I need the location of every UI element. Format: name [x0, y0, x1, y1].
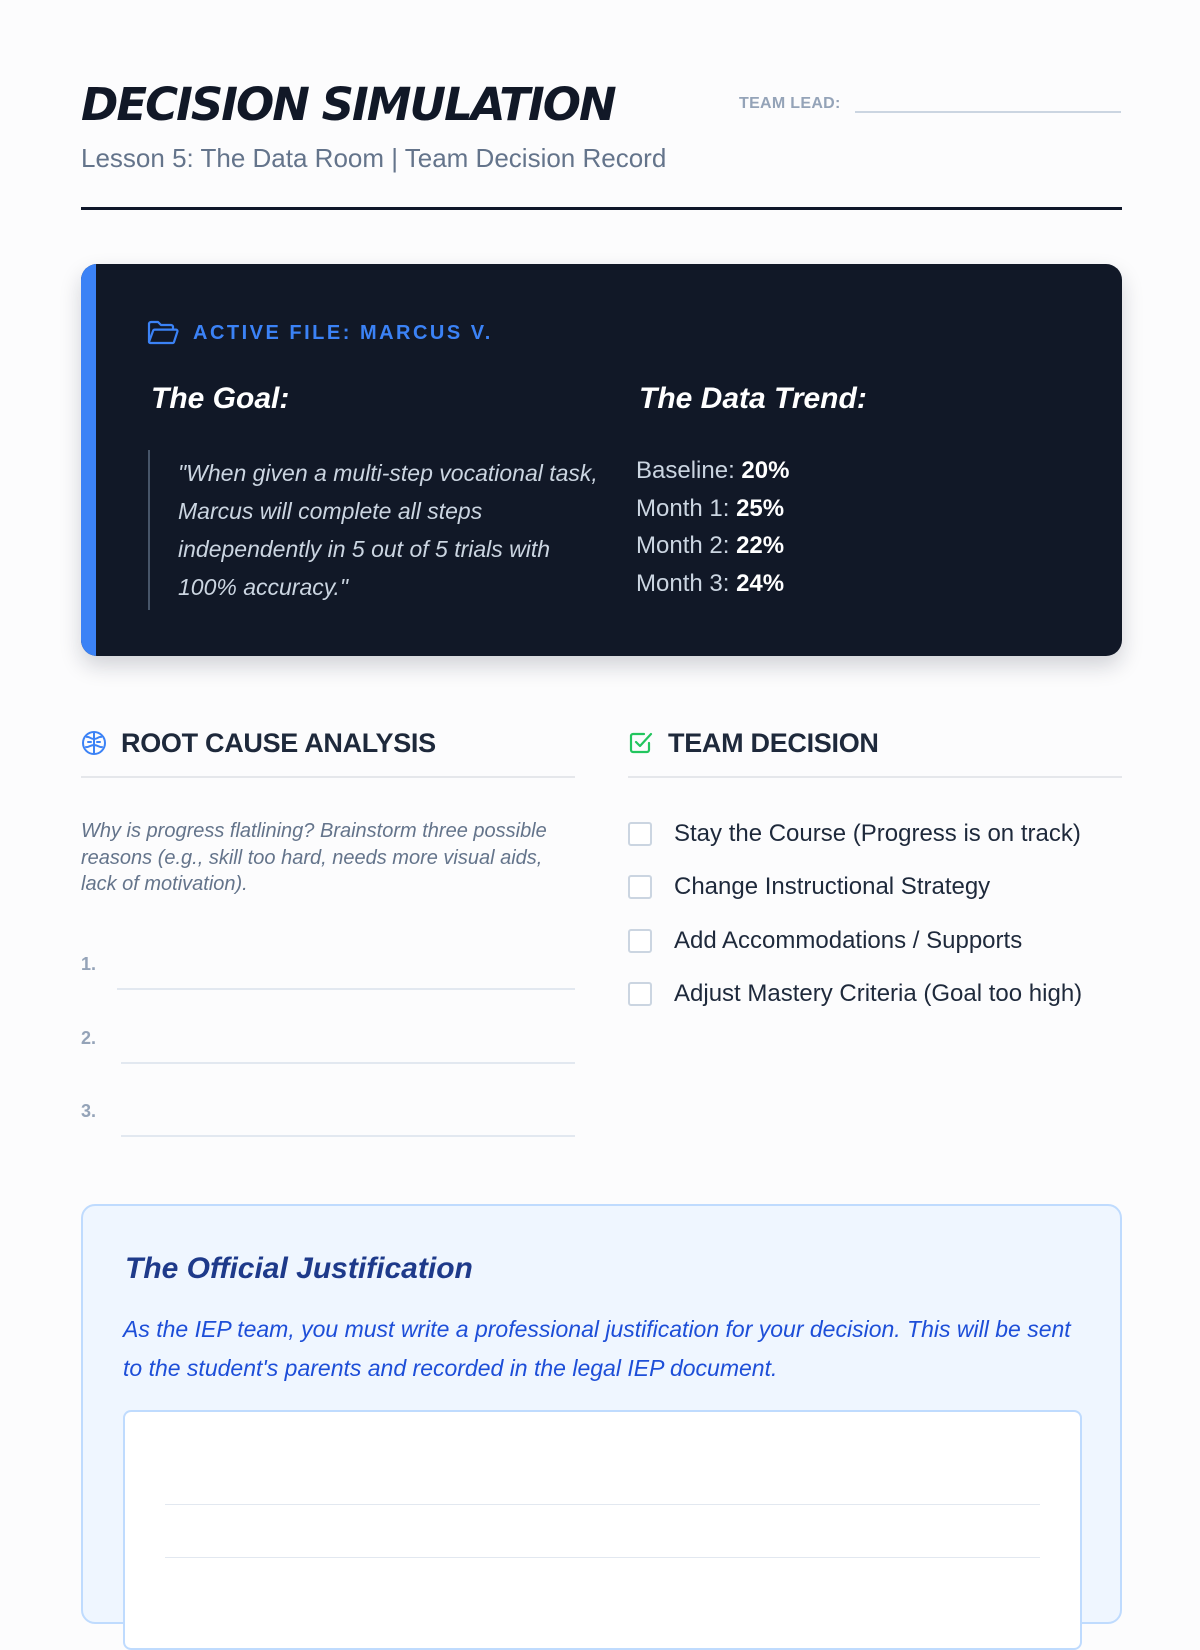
reason-write-line — [121, 1062, 575, 1064]
decision-option-label: Change Instructional Strategy — [674, 873, 991, 900]
reason-number: 3. — [81, 1101, 97, 1121]
worksheet-page — [81, 0, 1122, 1381]
trend-row-baseline: Baseline: 20% — [636, 457, 790, 484]
decision-option-add-accommodations[interactable] — [628, 926, 1022, 956]
decision-checkbox[interactable] — [628, 929, 652, 953]
write-line — [165, 1557, 1040, 1558]
reason-number: 2. — [81, 1028, 97, 1048]
decision-option-label: Add Accommodations / Supports — [674, 927, 1023, 954]
team-lead-label: TEAM LEAD: — [739, 95, 841, 112]
decision-option-stay-course[interactable] — [628, 819, 1081, 849]
team-lead-field — [739, 87, 1121, 113]
decision-option-adjust-criteria[interactable] — [628, 979, 1082, 1009]
write-line — [165, 1504, 1040, 1505]
trend-heading: The Data Trend: — [639, 382, 867, 415]
root-cause-heading: ROOT CAUSE ANALYSIS — [121, 728, 436, 758]
root-cause-prompt: Why is progress flatlining? Brainstorm three possible reasons (e.g., skill too hard, needs more visual aids, lack of motivation). — [81, 820, 547, 895]
justification-panel — [81, 1204, 1122, 1624]
active-file-label: ACTIVE FILE: MARCUS V. — [193, 321, 493, 344]
justification-instructions: As the IEP team, you must write a professional justification for your decision. This will be sent to the student's parents and recorded in the legal IEP document. — [123, 1316, 1071, 1381]
decision-checkbox[interactable] — [628, 982, 652, 1006]
page-title: DECISION SIMULATION — [81, 78, 615, 131]
check-square-icon — [628, 730, 654, 756]
data-trend-list — [636, 452, 789, 602]
decision-option-label: Adjust Mastery Criteria (Goal too high) — [674, 980, 1083, 1007]
justification-heading: The Official Justification — [125, 1252, 473, 1285]
reason-write-line — [117, 988, 575, 990]
reason-write-line — [121, 1135, 575, 1137]
team-decision-heading: TEAM DECISION — [668, 728, 879, 758]
decision-option-label: Stay the Course (Progress is on track) — [674, 820, 1081, 847]
folder-open-icon — [147, 320, 179, 346]
brain-icon — [81, 730, 107, 756]
page-header — [81, 0, 1122, 210]
card-accent-bar — [81, 264, 96, 656]
goal-quote: "When given a multi-step vocational task, Marcus will complete all steps independently in 5 out of 5 trials with 100% accuracy." — [148, 450, 598, 610]
trend-row-month-3: Month 3: 24% — [636, 569, 785, 597]
team-decision-header — [628, 714, 1122, 778]
active-file-card — [81, 264, 1122, 656]
trend-row-month-2: Month 2: 22% — [636, 532, 785, 559]
reason-line-1[interactable] — [81, 950, 575, 990]
reason-line-2[interactable] — [81, 1024, 575, 1064]
page-subtitle: Lesson 5: The Data Room | Team Decision Record — [81, 143, 667, 173]
goal-heading: The Goal: — [151, 382, 290, 415]
root-cause-header — [81, 714, 575, 778]
reason-number: 1. — [81, 954, 97, 974]
justification-text-area[interactable] — [123, 1410, 1082, 1650]
decision-checkbox[interactable] — [628, 822, 652, 846]
trend-row-month-1: Month 1: 25% — [636, 494, 785, 522]
active-file-row — [147, 320, 493, 346]
decision-checkbox[interactable] — [628, 875, 652, 899]
decision-option-change-strategy[interactable] — [628, 872, 990, 902]
reason-line-3[interactable] — [81, 1097, 575, 1137]
team-lead-input-line[interactable] — [855, 87, 1121, 113]
